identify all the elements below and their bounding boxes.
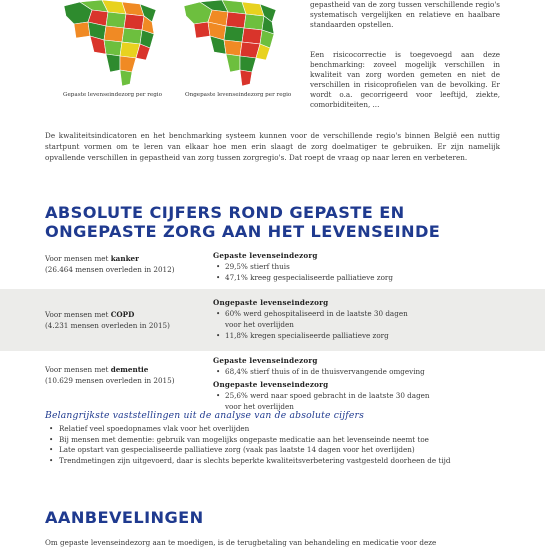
list-item-continuation: voor het overlijden <box>225 402 294 411</box>
recommendations-paragraph: Om gepaste levenseindezorg aan te moedigen, is de terugbetaling van behandeling en medicatie voor deze <box>45 538 437 547</box>
block-heading: Gepaste levenseindezorg <box>213 356 318 365</box>
right-column-paragraph-2: Een risicocorrectie is toegevoegd aan deze benchmarking: zoveel mogelijk verschillen in kwaliteit van zorg worden gemeten en niet de verschillen in risicoprofielen van de bevolking. Er wordt o.a. gecorrigeerd voor leeftijd, ziekte, comorbiditeiten, ... <box>310 50 500 109</box>
condition-name: dementie <box>110 365 149 374</box>
condition-name: kanker <box>110 254 139 263</box>
table-row-dementia-values <box>213 355 430 412</box>
list-item: • Relatief veel spoedopnames vlak voor het overlijden <box>45 424 500 435</box>
list-item: • 60% werd gehospitaliseerd in de laatste 30 dagen <box>213 308 408 319</box>
block-heading: Ongepaste levenseindezorg <box>213 298 329 307</box>
belgium-map-right <box>180 0 280 88</box>
map-appropriate-care <box>60 0 160 88</box>
list-item: • 68,4% stierf thuis of in de thuisvervangende omgeving <box>213 366 430 377</box>
findings-heading: Belangrijkste vaststellingen uit de analyse van de absolute cijfers <box>45 410 365 421</box>
section-heading-absolute-figures: ABSOLUTE CIJFERS ROND GEPASTE EN ONGEPASTE ZORG AAN HET LEVENSEINDE <box>45 203 441 241</box>
section-heading-recommendations: AANBEVELINGEN <box>45 508 204 527</box>
map-inappropriate-care <box>180 0 280 88</box>
list-item: • Late opstart van gespecialiseerde palliatieve zorg (vaak pas laatste 14 dagen voor het overlijden) <box>45 445 500 456</box>
table-row-cancer-label: Voor mensen met kanker (26.464 mensen overleden in 2012) <box>45 254 175 274</box>
list-item: • 47,1% kreeg gespecialiseerde palliatieve zorg <box>213 272 393 283</box>
death-count: (4.231 mensen overleden in 2015) <box>45 321 170 330</box>
condition-name: COPD <box>110 310 135 319</box>
list-item-continuation: voor het overlijden <box>225 320 294 329</box>
list-item: • 11,8% kregen specialiseerde palliatieve zorg <box>213 330 408 341</box>
death-count: (26.464 mensen overleden in 2012) <box>45 265 175 274</box>
map-caption-right: Ongepaste levenseindezorg per regio <box>185 92 292 98</box>
list-item: • Bij mensen met dementie: gebruik van mogelijks ongepaste medicatie aan het levenseinde neemt toe <box>45 435 500 446</box>
list-item: • Trendmetingen zijn uitgevoerd, daar is slechts beperkte kwaliteitsverbetering vastgesteld doorheen de tijd <box>45 456 500 467</box>
block-heading: Ongepaste levenseindezorg <box>213 380 329 389</box>
map-caption-left: Gepaste levenseindezorg per regio <box>63 92 162 98</box>
table-row-cancer-values <box>213 250 393 283</box>
list-item: • 29,5% stierf thuis <box>213 261 393 272</box>
findings-list <box>45 424 500 466</box>
death-count: (10.629 mensen overleden in 2015) <box>45 376 175 385</box>
list-item: • 25,6% werd naar spoed gebracht in de laatste 30 dagen <box>213 390 430 401</box>
block-heading: Gepaste levenseindezorg <box>213 251 318 260</box>
belgium-map-left <box>60 0 160 88</box>
table-row-copd-values <box>213 297 408 341</box>
table-row-copd-label: Voor mensen met COPD (4.231 mensen overleden in 2015) <box>45 310 170 330</box>
right-column-paragraph-1: gepastheid van de zorg tussen verschillende regio's systematisch vergelijken en relatieve en haalbare standaarden opstellen. <box>310 0 500 29</box>
table-row-dementia-label: Voor mensen met dementie (10.629 mensen overleden in 2015) <box>45 365 175 385</box>
intro-paragraph: De kwaliteitsindicatoren en het benchmarking systeem kunnen voor de verschillende regio's binnen België een nuttig startpunt vormen om te leren van elkaar hoe men erin slaagt de zorg doelmatiger te gebruiken. Er zijn namelijk opvallende verschillen in gepastheid van zorg tussen zorgregio's. Dat roept de vraag op naar leren en verbeteren. <box>45 131 500 163</box>
